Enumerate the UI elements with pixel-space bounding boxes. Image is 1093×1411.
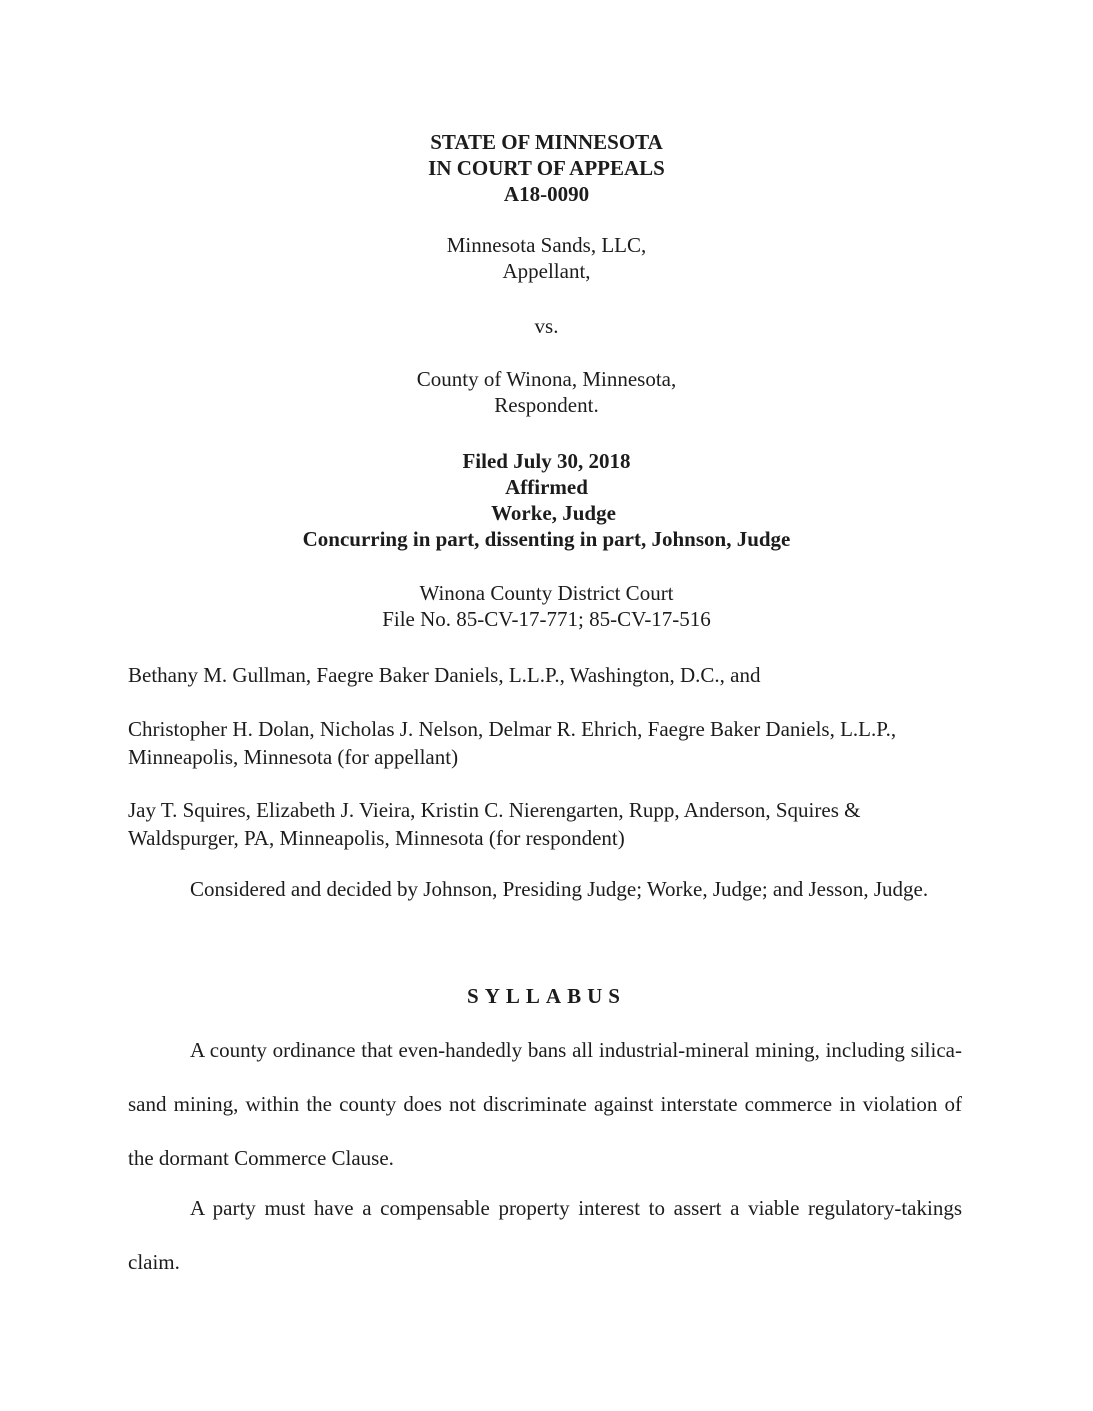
syllabus-heading-block [0, 984, 1093, 1009]
docket-number: A18-0090 [503, 182, 590, 206]
syllabus-paragraph: A party must have a compensable property interest to assert a viable regulatory-takings claim. [128, 1196, 962, 1274]
respondent-block [0, 366, 1093, 418]
lower-court-name: Winona County District Court [419, 581, 674, 605]
counsel-line: Bethany M. Gullman, Faegre Baker Daniels, L.L.P., Washington, D.C., and [128, 663, 761, 687]
counsel-entry [128, 796, 962, 852]
disposition: Affirmed [505, 475, 588, 499]
lower-court-file-no: File No. 85-CV-17-771; 85-CV-17-516 [382, 607, 711, 631]
state-heading: STATE OF MINNESOTA [430, 130, 663, 154]
filed-date: Filed July 30, 2018 [462, 449, 631, 473]
panel-statement: Considered and decided by Johnson, Presiding Judge; Worke, Judge; and Jesson, Judge. [190, 877, 929, 901]
author-judge: Worke, Judge [491, 501, 616, 525]
syllabus-paragraph: A county ordinance that even-handedly bans all industrial-mineral mining, including silica-sand mining, within the county does not discriminate against interstate commerce in violation of the dormant Commerce Clause. [128, 1038, 962, 1170]
court-heading: IN COURT OF APPEALS [428, 156, 665, 180]
counsel-line: Waldspurger, PA, Minneapolis, Minnesota (for respondent) [128, 826, 625, 850]
appellant-name: Minnesota Sands, LLC, [446, 233, 647, 257]
caption-header [0, 129, 1093, 207]
syllabus-title: SYLLABUS [467, 984, 626, 1008]
filing-block [0, 448, 1093, 552]
respondent-role: Respondent. [494, 393, 599, 417]
concurrence-note: Concurring in part, dissenting in part, Johnson, Judge [302, 527, 791, 551]
appellant-block [0, 232, 1093, 284]
counsel-entry [128, 715, 962, 771]
counsel-line: Minneapolis, Minnesota (for appellant) [128, 745, 459, 769]
counsel-line: Jay T. Squires, Elizabeth J. Vieira, Kristin C. Nierengarten, Rupp, Anderson, Squires & [128, 798, 861, 822]
versus-block [0, 313, 1093, 339]
respondent-name: County of Winona, Minnesota, [416, 367, 677, 391]
counsel-entry [128, 661, 962, 689]
lower-court-block [0, 580, 1093, 632]
appellant-role: Appellant, [502, 259, 591, 283]
versus-text: vs. [534, 314, 559, 338]
counsel-line: Christopher H. Dolan, Nicholas J. Nelson, Delmar R. Ehrich, Faegre Baker Daniels, L.L.P., [128, 717, 897, 741]
